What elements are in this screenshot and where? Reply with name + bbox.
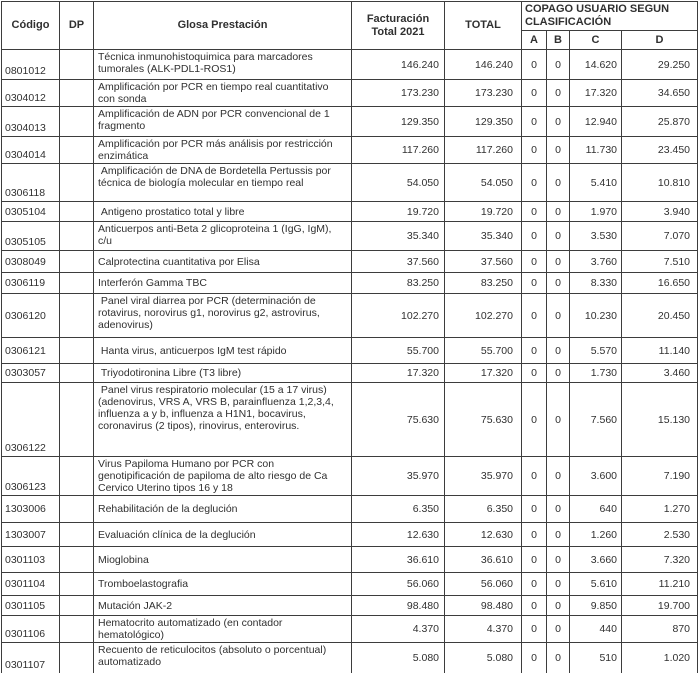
codigo-cell: 0801012 (2, 50, 60, 80)
header-dp: DP (60, 2, 94, 50)
total-cell: 56.060 (445, 573, 522, 596)
table-row (2, 294, 698, 338)
table-row (2, 251, 698, 273)
facturacion-cell: 19.720 (352, 202, 445, 222)
dp-cell (60, 338, 94, 364)
codigo-cell: 0303057 (2, 364, 60, 383)
copago-a-cell: 0 (522, 202, 547, 222)
copago-c-cell: 3.660 (570, 547, 622, 573)
copago-b-cell: 0 (547, 523, 570, 547)
table-row (2, 222, 698, 251)
total-cell: 83.250 (445, 273, 522, 294)
dp-cell (60, 596, 94, 616)
total-cell: 173.230 (445, 80, 522, 107)
copago-c-cell: 5.610 (570, 573, 622, 596)
facturacion-cell: 12.630 (352, 523, 445, 547)
copago-c-cell: 7.560 (570, 383, 622, 457)
copago-d-cell: 3.460 (622, 364, 698, 383)
copago-c-cell: 1.970 (570, 202, 622, 222)
glosa-cell: Amplificación de ADN por PCR convencional de 1 fragmento (94, 107, 352, 137)
copago-c-cell: 11.730 (570, 137, 622, 164)
table-row (2, 383, 698, 457)
codigo-cell: 0306121 (2, 338, 60, 364)
facturacion-cell: 37.560 (352, 251, 445, 273)
header-row-main (2, 2, 698, 31)
facturacion-cell: 146.240 (352, 50, 445, 80)
facturacion-cell: 35.340 (352, 222, 445, 251)
glosa-cell: Panel viral diarrea por PCR (determinación de rotavirus, norovirus g1, norovirus g2, astrovirus, adenovirus) (94, 294, 352, 338)
table-row (2, 164, 698, 202)
total-cell: 6.350 (445, 496, 522, 523)
copago-a-cell: 0 (522, 80, 547, 107)
dp-cell (60, 164, 94, 202)
facturacion-cell: 4.370 (352, 616, 445, 643)
copago-c-cell: 8.330 (570, 273, 622, 294)
copago-b-cell: 0 (547, 364, 570, 383)
copago-d-cell: 7.190 (622, 457, 698, 496)
codigo-cell: 0306122 (2, 383, 60, 457)
copago-c-cell: 3.760 (570, 251, 622, 273)
dp-cell (60, 496, 94, 523)
codigo-cell: 0301104 (2, 573, 60, 596)
prestaciones-table (1, 1, 698, 673)
copago-a-cell: 0 (522, 338, 547, 364)
dp-cell (60, 547, 94, 573)
copago-c-cell: 17.320 (570, 80, 622, 107)
codigo-cell: 0304014 (2, 137, 60, 164)
total-cell: 98.480 (445, 596, 522, 616)
copago-b-cell: 0 (547, 202, 570, 222)
copago-d-cell: 10.810 (622, 164, 698, 202)
table-row (2, 596, 698, 616)
copago-d-cell: 23.450 (622, 137, 698, 164)
copago-a-cell: 0 (522, 523, 547, 547)
copago-d-cell: 2.530 (622, 523, 698, 547)
dp-cell (60, 251, 94, 273)
copago-a-cell: 0 (522, 573, 547, 596)
codigo-cell: 0301103 (2, 547, 60, 573)
total-cell: 75.630 (445, 383, 522, 457)
total-cell: 36.610 (445, 547, 522, 573)
copago-a-cell: 0 (522, 383, 547, 457)
facturacion-cell: 129.350 (352, 107, 445, 137)
copago-d-cell: 7.070 (622, 222, 698, 251)
table-row (2, 338, 698, 364)
glosa-cell: Mutación JAK-2 (94, 596, 352, 616)
facturacion-cell: 5.080 (352, 643, 445, 673)
codigo-cell: 0305105 (2, 222, 60, 251)
table-row (2, 457, 698, 496)
copago-d-cell: 1.270 (622, 496, 698, 523)
copago-b-cell: 0 (547, 50, 570, 80)
glosa-cell: Rehabilitación de la deglución (94, 496, 352, 523)
total-cell: 17.320 (445, 364, 522, 383)
copago-a-cell: 0 (522, 273, 547, 294)
copago-d-cell: 3.940 (622, 202, 698, 222)
copago-a-cell: 0 (522, 107, 547, 137)
total-cell: 146.240 (445, 50, 522, 80)
glosa-cell: Anticuerpos anti-Beta 2 glicoproteina 1 (IgG, IgM), c/u (94, 222, 352, 251)
copago-b-cell: 0 (547, 273, 570, 294)
copago-b-cell: 0 (547, 107, 570, 137)
dp-cell (60, 202, 94, 222)
copago-a-cell: 0 (522, 616, 547, 643)
copago-d-cell: 1.020 (622, 643, 698, 673)
copago-c-cell: 5.410 (570, 164, 622, 202)
copago-b-cell: 0 (547, 573, 570, 596)
total-cell: 4.370 (445, 616, 522, 643)
header-facturacion: Facturación Total 2021 (352, 2, 445, 50)
copago-b-cell: 0 (547, 222, 570, 251)
header-total: TOTAL (445, 2, 522, 50)
copago-a-cell: 0 (522, 596, 547, 616)
copago-a-cell: 0 (522, 251, 547, 273)
copago-d-cell: 11.140 (622, 338, 698, 364)
header-col-a: A (522, 31, 547, 50)
copago-d-cell: 15.130 (622, 383, 698, 457)
total-cell: 35.340 (445, 222, 522, 251)
total-cell: 129.350 (445, 107, 522, 137)
facturacion-cell: 56.060 (352, 573, 445, 596)
copago-a-cell: 0 (522, 222, 547, 251)
facturacion-cell: 54.050 (352, 164, 445, 202)
facturacion-cell: 173.230 (352, 80, 445, 107)
copago-a-cell: 0 (522, 137, 547, 164)
dp-cell (60, 80, 94, 107)
copago-c-cell: 3.530 (570, 222, 622, 251)
dp-cell (60, 616, 94, 643)
total-cell: 35.970 (445, 457, 522, 496)
facturacion-cell: 6.350 (352, 496, 445, 523)
glosa-cell: Antigeno prostatico total y libre (94, 202, 352, 222)
dp-cell (60, 457, 94, 496)
copago-a-cell: 0 (522, 457, 547, 496)
facturacion-cell: 55.700 (352, 338, 445, 364)
header-col-d: D (622, 31, 698, 50)
copago-d-cell: 11.210 (622, 573, 698, 596)
copago-a-cell: 0 (522, 364, 547, 383)
glosa-cell: Amplificación de DNA de Bordetella Pertussis por técnica de biología molecular en tiempo real (94, 164, 352, 202)
table-row (2, 547, 698, 573)
glosa-cell: Evaluación clínica de la deglución (94, 523, 352, 547)
total-cell: 19.720 (445, 202, 522, 222)
total-cell: 55.700 (445, 338, 522, 364)
table-row (2, 202, 698, 222)
table-row (2, 107, 698, 137)
copago-c-cell: 1.260 (570, 523, 622, 547)
copago-c-cell: 1.730 (570, 364, 622, 383)
dp-cell (60, 294, 94, 338)
copago-c-cell: 510 (570, 643, 622, 673)
copago-a-cell: 0 (522, 50, 547, 80)
copago-a-cell: 0 (522, 164, 547, 202)
table-body (2, 50, 698, 673)
copago-d-cell: 16.650 (622, 273, 698, 294)
codigo-cell: 0305104 (2, 202, 60, 222)
table-row (2, 643, 698, 673)
glosa-cell: Virus Papiloma Humano por PCR con genotipificación de papiloma de alto riesgo de Ca Cervico Uterino tipos 16 y 18 (94, 457, 352, 496)
glosa-cell: Técnica inmunohistoquimica para marcadores tumorales (ALK-PDL1-ROS1) (94, 50, 352, 80)
copago-d-cell: 25.870 (622, 107, 698, 137)
header-col-b: B (547, 31, 570, 50)
copago-b-cell: 0 (547, 164, 570, 202)
table-row (2, 364, 698, 383)
codigo-cell: 0308049 (2, 251, 60, 273)
codigo-cell: 0306119 (2, 273, 60, 294)
dp-cell (60, 273, 94, 294)
header-col-c: C (570, 31, 622, 50)
copago-c-cell: 12.940 (570, 107, 622, 137)
glosa-cell: Recuento de reticulocitos (absoluto o porcentual) automatizado (94, 643, 352, 673)
table-row (2, 50, 698, 80)
total-cell: 5.080 (445, 643, 522, 673)
copago-b-cell: 0 (547, 616, 570, 643)
copago-b-cell: 0 (547, 457, 570, 496)
glosa-cell: Amplificación por PCR más análisis por restricción enzimática (94, 137, 352, 164)
codigo-cell: 0301105 (2, 596, 60, 616)
copago-b-cell: 0 (547, 294, 570, 338)
facturacion-cell: 83.250 (352, 273, 445, 294)
dp-cell (60, 222, 94, 251)
codigo-cell: 1303007 (2, 523, 60, 547)
header-copago-group: COPAGO USUARIO SEGUN CLASIFICACIÓN (522, 2, 698, 31)
dp-cell (60, 50, 94, 80)
table-row (2, 80, 698, 107)
dp-cell (60, 107, 94, 137)
glosa-cell: Hanta virus, anticuerpos IgM test rápido (94, 338, 352, 364)
total-cell: 54.050 (445, 164, 522, 202)
codigo-cell: 0306118 (2, 164, 60, 202)
copago-c-cell: 5.570 (570, 338, 622, 364)
copago-b-cell: 0 (547, 137, 570, 164)
glosa-cell: Panel virus respiratorio molecular (15 a 17 virus) (adenovirus, VRS A, VRS B, parainfluenza 1,2,3,4, influenza a y b, influenza a H1N1, bocavirus, coronavirus (2 tipos), rinovirus, enterovirus. (94, 383, 352, 457)
dp-cell (60, 523, 94, 547)
glosa-cell: Tromboelastografia (94, 573, 352, 596)
copago-b-cell: 0 (547, 643, 570, 673)
copago-d-cell: 7.510 (622, 251, 698, 273)
glosa-cell: Hematocrito automatizado (en contador hematológico) (94, 616, 352, 643)
copago-c-cell: 9.850 (570, 596, 622, 616)
codigo-cell: 1303006 (2, 496, 60, 523)
copago-b-cell: 0 (547, 338, 570, 364)
table-row (2, 273, 698, 294)
table-row (2, 573, 698, 596)
header-glosa: Glosa Prestación (94, 2, 352, 50)
header-codigo: Código (2, 2, 60, 50)
glosa-cell: Mioglobina (94, 547, 352, 573)
copago-d-cell: 34.650 (622, 80, 698, 107)
copago-a-cell: 0 (522, 547, 547, 573)
dp-cell (60, 364, 94, 383)
table-row (2, 523, 698, 547)
copago-c-cell: 3.600 (570, 457, 622, 496)
dp-cell (60, 573, 94, 596)
copago-a-cell: 0 (522, 643, 547, 673)
total-cell: 102.270 (445, 294, 522, 338)
copago-b-cell: 0 (547, 383, 570, 457)
copago-d-cell: 20.450 (622, 294, 698, 338)
table-row (2, 137, 698, 164)
glosa-cell: Calprotectina cuantitativa por Elisa (94, 251, 352, 273)
copago-b-cell: 0 (547, 251, 570, 273)
copago-d-cell: 7.320 (622, 547, 698, 573)
copago-c-cell: 640 (570, 496, 622, 523)
facturacion-cell: 17.320 (352, 364, 445, 383)
copago-c-cell: 10.230 (570, 294, 622, 338)
copago-c-cell: 440 (570, 616, 622, 643)
copago-d-cell: 29.250 (622, 50, 698, 80)
codigo-cell: 0306120 (2, 294, 60, 338)
glosa-cell: Interferón Gamma TBC (94, 273, 352, 294)
total-cell: 117.260 (445, 137, 522, 164)
table-row (2, 616, 698, 643)
copago-b-cell: 0 (547, 496, 570, 523)
table-row (2, 496, 698, 523)
copago-b-cell: 0 (547, 80, 570, 107)
dp-cell (60, 383, 94, 457)
table-header (2, 2, 698, 50)
copago-b-cell: 0 (547, 596, 570, 616)
dp-cell (60, 137, 94, 164)
codigo-cell: 0301107 (2, 643, 60, 673)
glosa-cell: Amplificación por PCR en tiempo real cuantitativo con sonda (94, 80, 352, 107)
copago-d-cell: 19.700 (622, 596, 698, 616)
facturacion-cell: 98.480 (352, 596, 445, 616)
codigo-cell: 0304012 (2, 80, 60, 107)
total-cell: 37.560 (445, 251, 522, 273)
codigo-cell: 0306123 (2, 457, 60, 496)
facturacion-cell: 36.610 (352, 547, 445, 573)
facturacion-cell: 102.270 (352, 294, 445, 338)
copago-d-cell: 870 (622, 616, 698, 643)
dp-cell (60, 643, 94, 673)
total-cell: 12.630 (445, 523, 522, 547)
glosa-cell: Triyodotironina Libre (T3 libre) (94, 364, 352, 383)
copago-c-cell: 14.620 (570, 50, 622, 80)
copago-b-cell: 0 (547, 547, 570, 573)
facturacion-cell: 75.630 (352, 383, 445, 457)
codigo-cell: 0301106 (2, 616, 60, 643)
copago-a-cell: 0 (522, 294, 547, 338)
codigo-cell: 0304013 (2, 107, 60, 137)
facturacion-cell: 35.970 (352, 457, 445, 496)
facturacion-cell: 117.260 (352, 137, 445, 164)
copago-a-cell: 0 (522, 496, 547, 523)
